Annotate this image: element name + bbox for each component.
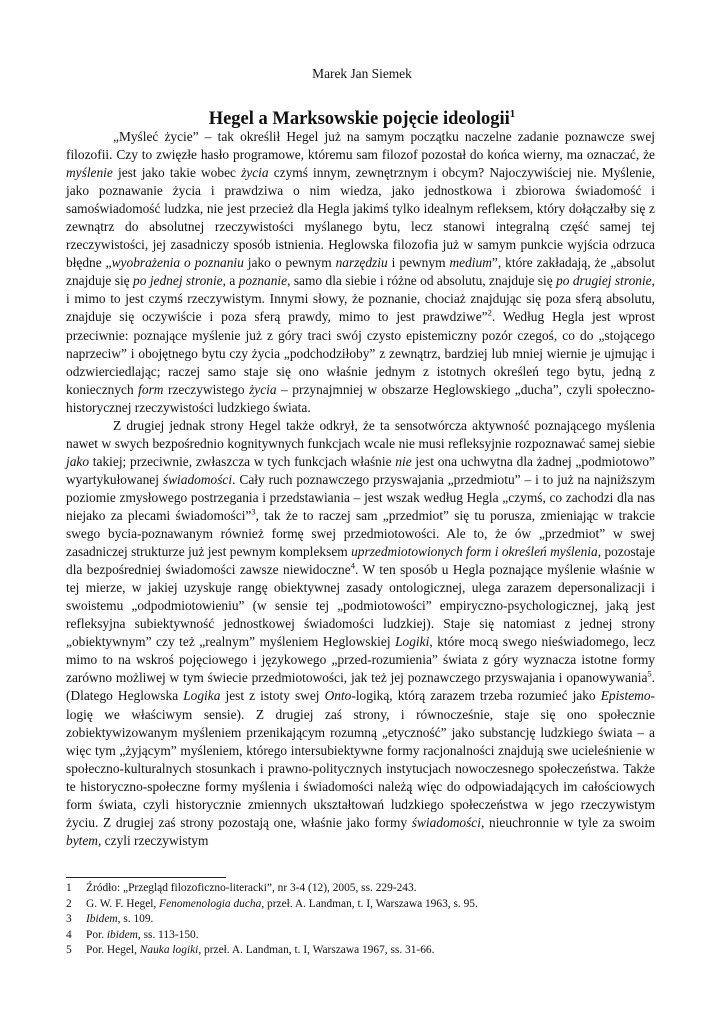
italic-text: życia [241, 165, 269, 181]
text-run: , ss. 113-150. [137, 928, 199, 941]
italic-text: Ibidem [86, 913, 118, 925]
text-run: rzeczywistego [163, 381, 250, 397]
italic-text: myślenie [66, 165, 113, 181]
italic-text: Fenomenologia ducha [159, 897, 262, 910]
italic-text: Nauka logiki [139, 944, 199, 956]
italic-text: Logiki [395, 634, 430, 650]
footnote-number: 3 [66, 913, 72, 925]
footnote-text [86, 943, 434, 959]
footnote-text [86, 928, 199, 944]
text-run: Por. [86, 928, 107, 941]
text-run: . Cały ruch poznawczego przyswajania „przedmiotu” – i to już na najniższym poziomie zmysłowego postrzegania i przedstawiania – jest wszak według Hegla „czymś, co zachodzi dla nas niejako za plecami świadomości” [66, 471, 655, 523]
text-run: jest jako takie wobec [112, 165, 242, 181]
footnote-item [66, 943, 655, 959]
text-run: , i mimo to jest czymś rzeczywistym. Innymi słowy, że poznanie, chociaż znajdując się poza sferą absolutu, znajduje się oczywiście i poza sferą prawdy, mimo to jest prawdziwe” [66, 273, 655, 325]
text-run: -logiką, którą zarazem trzeba rozumieć jako [351, 688, 601, 704]
author-name: Marek Jan Siemek [312, 66, 412, 81]
italic-text: ibidem [106, 928, 138, 941]
italic-text: nie [395, 453, 412, 469]
text-run: jako o pewnym [243, 255, 336, 271]
text-run: . Według Hegla jest wprost przeciwnie: poznające myślenie już z góry traci swój czysto epistemiczny pozór czegoś, co do „stojącego naprzeciw” i obojętnego bytu czy życia „podchodziłoby” z zewnątrz, bardziej lub mniej wiernie je ujmując i odzwierciedlając; raczej samo staje się ono właśnie jednym z istotnych określeń tego bytu, jedną z koniecznych [66, 309, 655, 397]
footnote-item [66, 881, 655, 897]
text-run: , a [222, 273, 239, 289]
italic-text: po drugiej stronie [556, 273, 652, 289]
text-run: ”, które zakładają, że „absolut znajduje się [66, 255, 656, 289]
text-run: -logię we właściwym sensie). Z drugiej zaś strony, i równocześnie, staje się ono społecznie zobiektywizowanym myśleniem przenikającym rozumną „etyczność” jako substancję ludzkiego świata – a więc tym „żyjącym” myśleniem, którego intersubiektywne formy racjonalności znajdują swe ucieleśnienie w społeczno-kulturalnych stosunkach i prawno-politycznych instytucjach nowoczesnego społeczeństwa. Także te historyczno-społeczne formy myślenia i świadomości należą więc do odpowiadających im całościowych form świata, czyli historycznie zmiennych ukształtowań ludzkiego społeczeństwa w jego rzeczywistym życiu. Z drugiej zaś strony pozostają one, właśnie jako formy [66, 688, 656, 830]
text-run: jest z istoty swej [220, 688, 325, 704]
italic-text: Onto [324, 688, 352, 704]
footnote-number: 5 [66, 944, 72, 956]
footnote-ref: 2 [487, 308, 492, 318]
italic-text: życia [249, 381, 277, 397]
footnote-text [86, 912, 153, 928]
footnotes [66, 881, 655, 959]
body-text [66, 128, 655, 850]
text-run: , przeł. A. Landman, t. I, Warszawa 1963, s. 95. [261, 897, 478, 910]
paper-title [0, 102, 724, 131]
italic-text: po jednej stronie [133, 273, 223, 289]
text-run: i pewnym [387, 255, 450, 271]
text-run: . (Dlatego Heglowska [66, 670, 655, 704]
text-run: . W ten sposób u Hegla poznające myślenie właśnie w tej mierze, w jakiej uzyskuje rangę obiektywnej zasady ontologicznej, ulega zarazem depersonalizacji i swoistemu „odpodmiotowieniu” (w sensie tej „podmiotowości” empiryczno-psychologicznej, jaką jest refleksyjna subiektywność jednostkowej świadomości ludzkiej). Staje się natomiast z jednej strony „obiektywnym” czy też „realnym” myśleniem Heglowskiej [66, 562, 655, 650]
paragraph-2 [66, 417, 655, 850]
text-run: Źródło: „Przegląd filozoficzno-literacki”, nr 3-4 (12), 2005, ss. 229-243. [86, 882, 417, 894]
italic-text: wyobrażenia o poznaniu [111, 255, 244, 271]
text-run: , pozostaje dla bezpośredniej świadomości zawsze niewidoczne [66, 544, 656, 578]
text-run: , czyli rzeczywistym [97, 832, 209, 848]
text-run: takiej; przeciwnie, zwłaszcza w tych funkcjach właśnie [89, 453, 396, 469]
title-footnote-ref: 1 [509, 108, 516, 120]
footnote-item [66, 897, 655, 913]
italic-text: jako [66, 453, 90, 469]
text-run: G. W. F. Hegel, [86, 897, 160, 910]
footnote-number: 2 [66, 897, 72, 910]
footnote-number: 1 [66, 882, 72, 894]
text-run: , s. 109. [117, 913, 154, 925]
text-run: „Myśleć życie” – tak określił Hegel już na samym początku naczelne zadanie poznawcze swej filozofii. Czy to zwięzłe hasło programowe, któremu sam filozof pozostał do końca wierny, ma oznaczać, że [66, 129, 655, 163]
footnote-item [66, 928, 655, 944]
footnote-text [86, 881, 417, 897]
paragraph-1 [66, 128, 655, 417]
text-run: – przynajmniej w obszarze Heglowskiego „ducha”, czyli społeczno-historycznej rzeczywistości ludzkiego świata. [66, 381, 656, 415]
text-run: Por. Hegel, [86, 944, 140, 956]
italic-text: świadomości [411, 814, 481, 830]
text-run: jest ona uchwytna dla żadnej „podmiotowo” wyartykułowanej [66, 453, 655, 487]
title-text: Hegel a Marksowskie pojęcie ideologii [208, 109, 510, 130]
italic-text: Logika [183, 688, 221, 704]
italic-text: bytem [66, 832, 98, 848]
italic-text: uprzedmiotowionych form i określeń myślenia [351, 544, 598, 560]
footnote-ref: 4 [350, 560, 355, 571]
footnote-ref: 3 [251, 506, 256, 517]
text-run: , tak że to raczej sam „przedmiot” się tu porusza, zmieniając w trakcie swego bycia-poznawanym również formę swej przedmiotowości. Ale to, że ów „przedmiot” w swej zasadniczej strukturze już jest pewnym kompleksem [66, 507, 655, 560]
italic-text: narzędziu [335, 255, 388, 271]
footnote-separator [66, 877, 226, 878]
text-run: czymś innym, zewnętrznym i obcym? Najoczywiściej nie. Myślenie, jako poznawanie życia i prawdziwa o nim wiedza, jako jednostkowa i zbiorowa świadomość i samoświadomość ludzka, nie jest przecież dla Hegla jakimś tylko idealnym refleksem, który dołączałby się z zewnątrz do absolutnej rzeczywistości myślanego bytu, lecz stanowi integralną część samej tej rzeczywistości, jej zasadniczy sposób istnienia. Heglowska filozofia już w samym punkcie wyjścia odrzuca błędne „ [66, 165, 655, 271]
footnote-number: 4 [66, 928, 72, 941]
text-run: , które mocą swego nieświadomego, lecz mimo to na wskroś pojęciowego i językowego „przed-rozumienia” świata z góry wyznacza istotne formy zarówno możliwej w tym świecie przedmiotowości, jak też jej poznawczego przyswajania i opanowywania [66, 634, 655, 686]
text-run: , nieuchronnie w tyle za swoim [480, 814, 655, 830]
text-run: Z drugiej jednak strony Hegel także odkrył, że ta sensotwórcza aktywność poznającego myślenia nawet w swych bezpośrednio kognitywnych funkcjach wcale nie musi refleksyjnie rozpoznawać samej siebie [66, 417, 655, 451]
italic-text: Epistemo [600, 688, 651, 704]
italic-text: form [138, 381, 164, 397]
footnote-item [66, 912, 655, 928]
footnote-ref: 5 [647, 668, 652, 679]
italic-text: poznanie [238, 273, 288, 289]
footnote-text [86, 897, 478, 913]
italic-text: medium [449, 255, 492, 271]
text-run: , przeł. A. Landman, t. I, Warszawa 1967, ss. 31-66. [198, 944, 435, 956]
text-run: , samo dla siebie i różne od absolutu, znajduje się [287, 273, 557, 289]
italic-text: świadomości [162, 471, 233, 487]
